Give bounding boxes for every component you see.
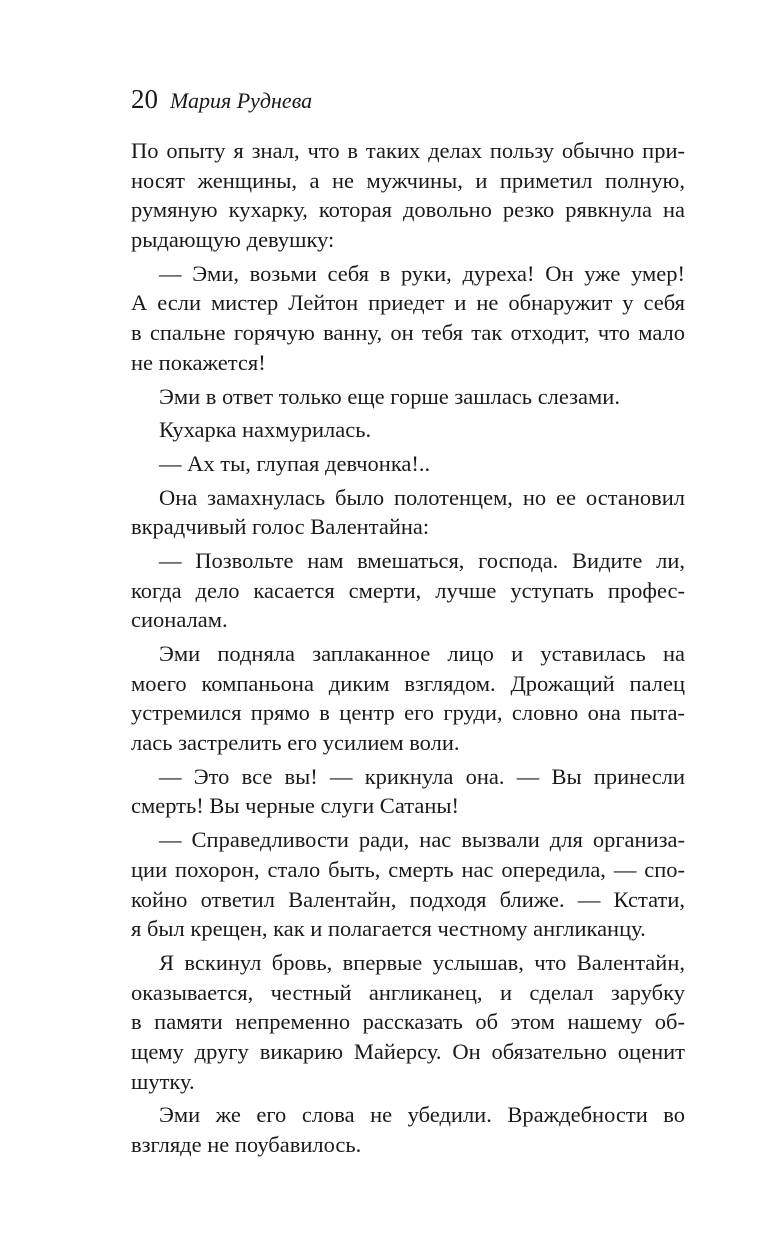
text-line: в спальне горячую ванну, он тебя так отходит, что мало [131, 320, 685, 346]
text-line: — Эми, возьми себя в руки, дуреха! Он уже умер! [159, 260, 685, 286]
text-line: не покажется! [131, 349, 266, 375]
text-line: щему другу викарию Майерсу. Он обязательно оценит [131, 1038, 685, 1064]
paragraph [131, 382, 685, 412]
paragraph [131, 1100, 685, 1159]
text-line: устремился прямо в центр его груди, словно она пыта- [131, 700, 685, 726]
paragraph [131, 948, 685, 1096]
page-number: 20 [131, 84, 158, 114]
text-line: моего компаньона диким взглядом. Дрожащий палец [131, 670, 685, 696]
paragraph [131, 825, 685, 944]
text-line: носят женщины, а не мужчины, и приметил полную, [131, 167, 685, 193]
text-line: ции похорон, стало быть, смерть нас опередила, — спо- [131, 856, 685, 882]
body-text [131, 136, 685, 1164]
paragraph [131, 639, 685, 758]
text-line: Кухарка нахмурилась. [159, 417, 372, 443]
text-line: когда дело касается смерти, лучше уступать профес- [131, 577, 685, 603]
paragraph [131, 415, 685, 445]
text-line: По опыту я знал, что в таких делах пользу обычно при- [131, 138, 685, 163]
text-line: я был крещен, как и полагается честному англиканцу. [131, 916, 646, 942]
paragraph [131, 449, 685, 479]
author-name: Мария Руднева [170, 88, 313, 113]
text-line: — Справедливости ради, нас вызвали для организа- [159, 827, 685, 853]
text-line: румяную кухарку, которая довольно резко рявкнула на [131, 197, 685, 223]
text-line: сионалам. [131, 607, 228, 633]
text-line: в памяти непременно рассказать об этом нашему об- [131, 1009, 685, 1035]
text-line: Я вскинул бровь, впервые услышав, что Валентайн, [159, 949, 685, 975]
text-line: койно ответил Валентайн, подходя ближе. — Кстати, [131, 886, 685, 912]
paragraph [131, 259, 685, 378]
text-line: Эми же его слова не убедили. Враждебности во [159, 1102, 685, 1128]
text-line: взгляде не поубавилось. [131, 1132, 362, 1157]
text-line: Эми подняла заплаканное лицо и уставилась на [159, 641, 685, 666]
paragraph [131, 546, 685, 635]
running-header [131, 84, 312, 115]
paragraph [131, 483, 685, 542]
text-line: А если мистер Лейтон приедет и не обнаружит у себя [131, 290, 685, 316]
text-line: лась застрелить его усилием воли. [131, 730, 460, 756]
paragraph [131, 136, 685, 255]
text-line: Эми в ответ только еще горше зашлась слезами. [159, 383, 620, 409]
text-line: — Ах ты, глупая девчонка!.. [159, 450, 431, 476]
text-line: вкрадчивый голос Валентайна: [131, 514, 430, 540]
text-line: — Это все вы! — крикнула она. — Вы принесли [159, 763, 685, 789]
text-line: рыдающую девушку: [131, 227, 335, 253]
text-line: оказывается, честный англиканец, и сделал зарубку [131, 979, 685, 1005]
text-line: Она замахнулась было полотенцем, но ее остановил [159, 484, 685, 510]
text-line: — Позвольте нам вмешаться, господа. Видите ли, [159, 547, 685, 573]
text-line: смерть! Вы черные слуги Сатаны! [131, 793, 459, 819]
text-line: шутку. [131, 1068, 195, 1094]
paragraph [131, 762, 685, 821]
